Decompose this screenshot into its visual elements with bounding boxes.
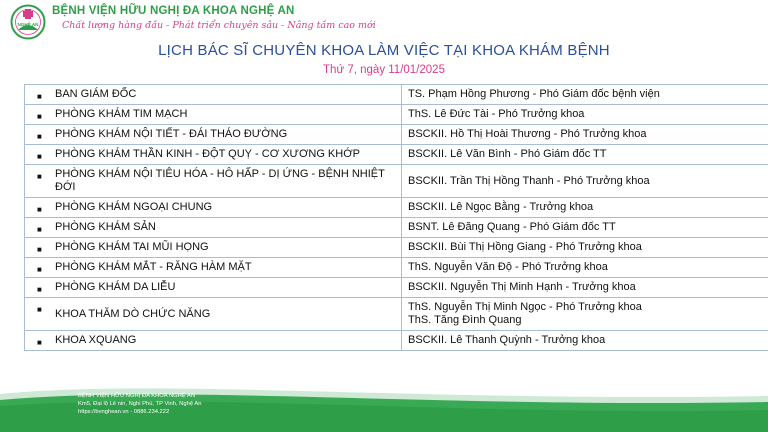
department-cell (25, 198, 402, 218)
schedule-table (24, 84, 768, 351)
doctor-name: BSCKII. Lê Văn Bình - Phó Giám đốc TT (408, 148, 607, 160)
doctor-cell (402, 298, 768, 331)
table-row (25, 238, 768, 258)
department-cell (25, 165, 402, 198)
department-name: PHÒNG KHÁM MẮT - RĂNG HÀM MẶT (55, 261, 252, 273)
department-cell (25, 218, 402, 238)
doctor-name: BSCKII. Trần Thị Hồng Thanh - Phó Trưởng khoa (408, 174, 650, 187)
department-cell (25, 331, 402, 351)
doctor-name: TS. Phạm Hồng Phương - Phó Giám đốc bệnh viện (408, 88, 660, 100)
department-name: PHÒNG KHÁM DA LIỄU (55, 281, 176, 293)
hospital-name: BỆNH VIỆN HỮU NGHỊ ĐA KHOA NGHỆ AN (52, 5, 295, 17)
department-name: PHÒNG KHÁM NGOẠI CHUNG (55, 201, 213, 213)
bullet-icon: ■ (37, 225, 42, 234)
bullet-icon: ■ (37, 338, 42, 347)
department-cell (25, 125, 402, 145)
department-cell (25, 105, 402, 125)
department-cell (25, 258, 402, 278)
footer-info (78, 392, 201, 416)
doctor-cell (402, 105, 768, 125)
doctor-cell (402, 145, 768, 165)
table-row (25, 218, 768, 238)
doctor-cell (402, 125, 768, 145)
table-row (25, 145, 768, 165)
table-row (25, 85, 768, 105)
bullet-icon: ■ (37, 265, 42, 274)
doctor-name: ThS. Lê Đức Tài - Phó Trưởng khoa (408, 108, 585, 120)
doctor-cell (402, 278, 768, 298)
footer-address: Km5, Đại lộ Lê nin, Nghi Phú, TP Vinh, Nghệ An (78, 401, 202, 407)
logo-text: NGHỆ AN (17, 22, 39, 27)
doctor-name: ThS. Nguyễn Thị Minh Ngọc - Phó Trưởng khoa (408, 301, 642, 313)
department-name: BAN GIÁM ĐỐC (55, 88, 137, 100)
department-cell (25, 238, 402, 258)
doctor-cell (402, 258, 768, 278)
bullet-icon: ■ (37, 205, 42, 214)
footer-hospital-name: BỆNH VIỆN HỮU NGHỊ ĐA KHOA NGHỆ AN (78, 393, 196, 399)
department-name: PHÒNG KHÁM THẦN KINH - ĐỘT QUỴ - CƠ XƯƠNG KHỚP (55, 148, 360, 160)
bullet-icon: ■ (37, 152, 42, 161)
department-cell (25, 85, 402, 105)
department-name: PHÒNG KHÁM TIM MẠCH (55, 108, 188, 120)
table-row (25, 105, 768, 125)
footer-contact: https://bvnghean.vn - 0886.234.222 (78, 409, 170, 415)
bullet-icon: ■ (37, 305, 42, 314)
department-name: PHÒNG KHÁM NỘI TIÊU HÓA - HÔ HẤP - DỊ ỨNG - BỆNH NHIỆT ĐỚI (55, 168, 385, 193)
department-name: PHÒNG KHÁM TAI MŨI HỌNG (55, 241, 209, 253)
bullet-icon: ■ (37, 245, 42, 254)
hospital-tagline: Chất lượng hàng đầu - Phát triển chuyên sâu - Nâng tầm cao mới (62, 20, 376, 31)
table-row (25, 165, 768, 198)
bullet-icon: ■ (37, 132, 42, 141)
doctor-name: BSCKII. Hồ Thị Hoài Thương - Phó Trưởng khoa (408, 128, 647, 140)
bullet-icon: ■ (37, 172, 42, 181)
table-row (25, 198, 768, 218)
doctor-cell (402, 331, 768, 351)
department-cell (25, 278, 402, 298)
table-row (25, 331, 768, 351)
page-title: LỊCH BÁC SĨ CHUYÊN KHOA LÀM VIỆC TẠI KHOA KHÁM BỆNH (158, 42, 610, 59)
department-cell (25, 145, 402, 165)
hospital-logo-icon (10, 4, 46, 40)
doctor-cell (402, 218, 768, 238)
bullet-icon: ■ (37, 285, 42, 294)
department-cell (25, 298, 402, 331)
bullet-icon: ■ (37, 112, 42, 121)
table-row (25, 125, 768, 145)
page-date: Thứ 7, ngày 11/01/2025 (323, 64, 445, 76)
doctor-cell (402, 238, 768, 258)
doctor-name: BSNT. Lê Đăng Quang - Phó Giám đốc TT (408, 221, 616, 233)
table-row (25, 298, 768, 331)
page-header (0, 0, 768, 42)
table-row (25, 258, 768, 278)
department-name: PHÒNG KHÁM SẢN (55, 221, 156, 233)
doctor-name: BSCKII. Bùi Thị Hồng Giang - Phó Trưởng khoa (408, 241, 642, 253)
doctor-cell (402, 85, 768, 105)
doctor-cell (402, 165, 768, 198)
department-name: KHOA THĂM DÒ CHỨC NĂNG (55, 307, 211, 320)
doctor-name-secondary: ThS. Tăng Đình Quang (408, 314, 522, 326)
department-name: KHOA XQUANG (55, 334, 137, 346)
doctor-cell (402, 198, 768, 218)
table-row (25, 278, 768, 298)
doctor-name: BSCKII. Lê Ngọc Bằng - Trưởng khoa (408, 201, 594, 213)
doctor-name: BSCKII. Nguyễn Thị Minh Hạnh - Trưởng khoa (408, 281, 636, 293)
bullet-icon: ■ (37, 92, 42, 101)
doctor-name: ThS. Nguyễn Văn Độ - Phó Trưởng khoa (408, 261, 608, 273)
doctor-name: BSCKII. Lê Thanh Quỳnh - Trưởng khoa (408, 334, 606, 346)
department-name: PHÒNG KHÁM NỘI TIẾT - ĐÁI THÁO ĐƯỜNG (55, 128, 288, 140)
